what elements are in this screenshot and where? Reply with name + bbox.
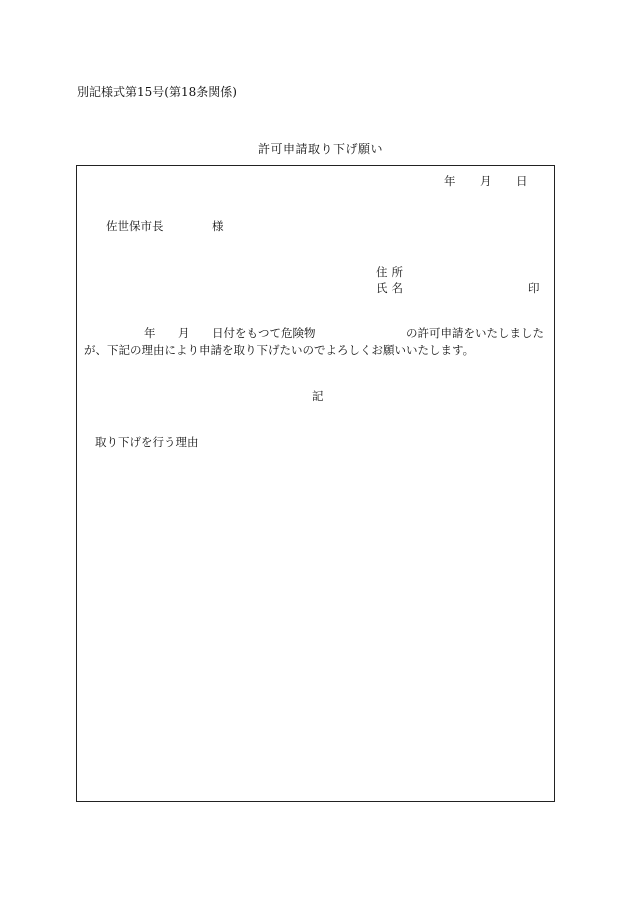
body-date-text: 日付をもつて危険物 [212,326,316,340]
body-permit-text: の許可申請をいたしました [406,326,544,340]
seal-label: 印 [528,281,540,295]
applicant-address-label: 住所 [376,265,407,279]
document-title: 許可申請取り下げ願い [258,142,384,156]
body-month-label: 月 [178,326,190,340]
body-request-text: が、下記の理由により申請を取り下げたいのでよろしくお願いいたします。 [84,343,475,357]
date-month-label: 月 [480,174,492,188]
form-number: 別記様式第15号(第18条関係) [77,85,237,99]
date-year-label: 年 [444,174,456,188]
form-border [76,165,555,802]
reason-label: 取り下げを行う理由 [95,435,199,449]
addressee-honorific: 様 [212,219,224,233]
date-day-label: 日 [516,174,528,188]
addressee-name: 佐世保市長 [106,219,164,233]
ki-mark: 記 [312,389,324,403]
applicant-name-label: 氏名 [376,281,407,295]
body-year-label: 年 [144,326,156,340]
